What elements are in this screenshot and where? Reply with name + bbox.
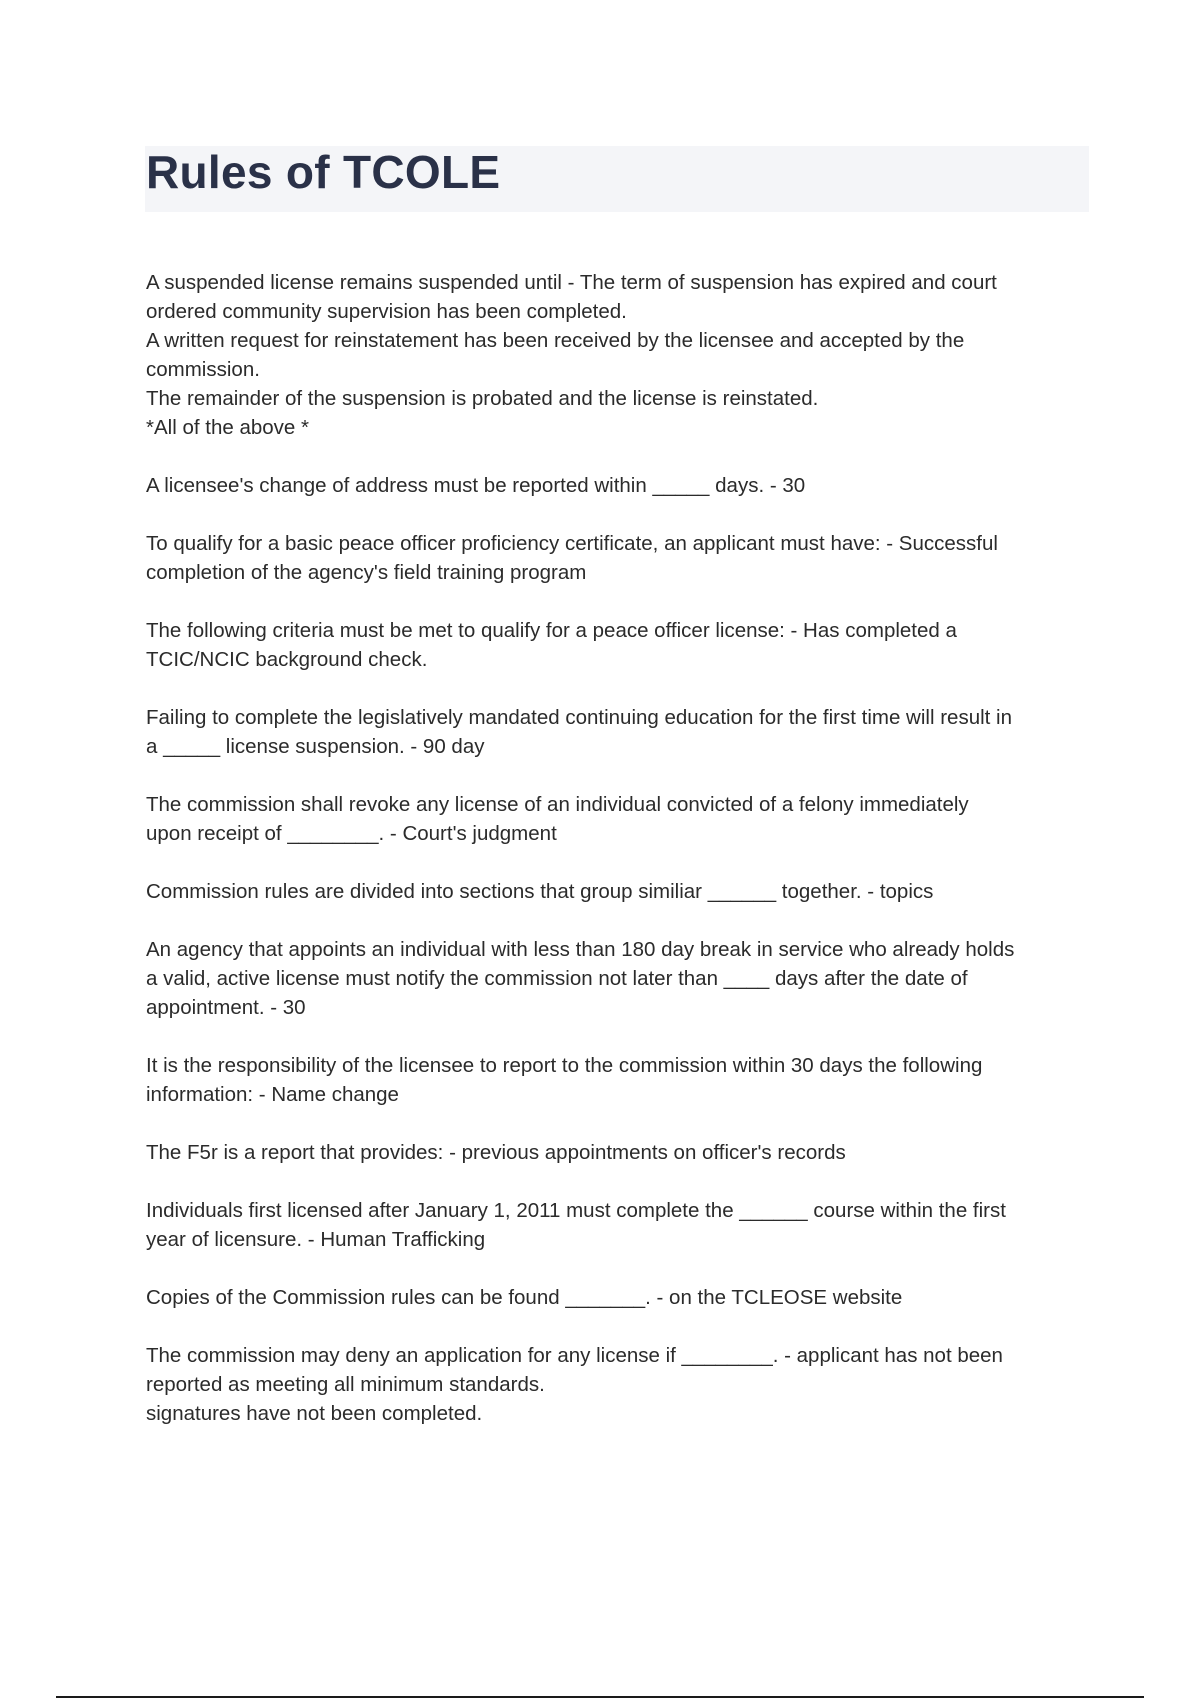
entry-line: signatures have not been completed. xyxy=(146,1402,483,1425)
entry-line: The remainder of the suspension is probated and the license is reinstated. xyxy=(146,387,819,410)
qa-entry-1 xyxy=(146,268,1096,442)
entry-line: appointment. - 30 xyxy=(146,996,306,1019)
entry-line: The F5r is a report that provides: - previous appointments on officer's records xyxy=(146,1141,846,1164)
entry-line: A written request for reinstatement has been received by the licensee and accepted by the xyxy=(146,329,965,352)
entry-line: information: - Name change xyxy=(146,1083,399,1106)
entry-line: *All of the above * xyxy=(146,416,309,439)
qa-entry-12 xyxy=(146,1283,1096,1312)
entry-line: Failing to complete the legislatively mandated continuing education for the first time will result in xyxy=(146,706,1012,729)
document-body xyxy=(146,268,1096,1457)
qa-entry-4 xyxy=(146,616,1096,674)
entry-line: TCIC/NCIC background check. xyxy=(146,648,428,671)
entry-line: completion of the agency's field training program xyxy=(146,561,587,584)
qa-entry-10 xyxy=(146,1138,1096,1167)
entry-line: The following criteria must be met to qualify for a peace officer license: - Has completed a xyxy=(146,619,957,642)
qa-entry-3 xyxy=(146,529,1096,587)
qa-entry-5 xyxy=(146,703,1096,761)
entry-line: To qualify for a basic peace officer proficiency certificate, an applicant must have: - Successful xyxy=(146,532,998,555)
entry-line: The commission may deny an application for any license if ________. - applicant has not been xyxy=(146,1344,1003,1367)
qa-entry-6 xyxy=(146,790,1096,848)
qa-entry-13 xyxy=(146,1341,1096,1428)
qa-entry-7 xyxy=(146,877,1096,906)
entry-line: A licensee's change of address must be reported within _____ days. - 30 xyxy=(146,474,806,497)
qa-entry-2 xyxy=(146,471,1096,500)
entry-line: Copies of the Commission rules can be found _______. - on the TCLEOSE website xyxy=(146,1286,903,1309)
entry-line: ordered community supervision has been completed. xyxy=(146,300,627,323)
qa-entry-11 xyxy=(146,1196,1096,1254)
entry-line: The commission shall revoke any license of an individual convicted of a felony immediately xyxy=(146,793,969,816)
qa-entry-8 xyxy=(146,935,1096,1022)
entry-line: Commission rules are divided into sections that group similiar ______ together. - topics xyxy=(146,880,934,903)
entry-line: a _____ license suspension. - 90 day xyxy=(146,735,485,758)
entry-line: An agency that appoints an individual with less than 180 day break in service who already holds xyxy=(146,938,1015,961)
entry-line: upon receipt of ________. - Court's judgment xyxy=(146,822,557,845)
footer-divider xyxy=(56,1696,1144,1698)
entry-line: commission. xyxy=(146,358,260,381)
entry-line: A suspended license remains suspended until - The term of suspension has expired and court xyxy=(146,271,997,294)
entry-line: Individuals first licensed after January 1, 2011 must complete the ______ course within the first xyxy=(146,1199,1006,1222)
qa-entry-9 xyxy=(146,1051,1096,1109)
entry-line: reported as meeting all minimum standards. xyxy=(146,1373,545,1396)
entry-line: year of licensure. - Human Trafficking xyxy=(146,1228,486,1251)
document-title: Rules of TCOLE xyxy=(146,146,501,198)
entry-line: a valid, active license must notify the commission not later than ____ days after the date of xyxy=(146,967,968,990)
entry-line: It is the responsibility of the licensee to report to the commission within 30 days the following xyxy=(146,1054,983,1077)
